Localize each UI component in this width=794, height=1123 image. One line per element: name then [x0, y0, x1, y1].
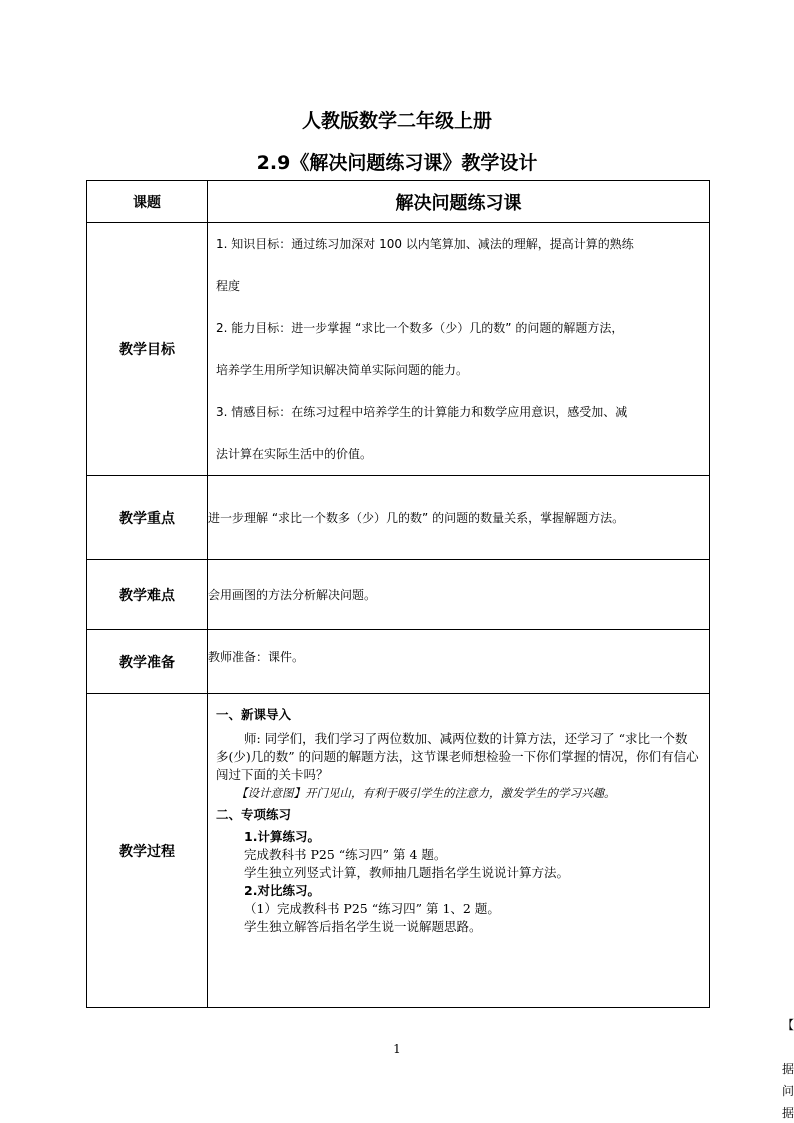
table-row-difficulty [87, 560, 710, 630]
label-prep: 教学准备 [87, 630, 208, 694]
goals-cell [208, 223, 710, 476]
paragraph: 师: 同学们，我们学习了两位数加、减两位数的计算方法，还学习了 “求比一个数 [244, 731, 688, 746]
item-line: 学生独立解答后指名学生说一说解题思路。 [244, 919, 482, 934]
table-row-prep [87, 630, 710, 694]
label-goals: 教学目标 [87, 223, 208, 476]
goal-line: 3. 情感目标：在练习过程中培养学生的计算能力和数学应用意识，感受加、减 [216, 405, 628, 419]
label-subject: 课题 [87, 181, 208, 223]
section-heading: 一、新课导入 [216, 707, 292, 722]
document-title: 人教版数学二年级上册 [301, 110, 492, 132]
item-line: （1）完成教科书 P25 “练习四” 第 1、2 题。 [244, 901, 500, 916]
goal-line: 1. 知识目标：通过练习加深对 100 以内笔算加、减法的理解，提高计算的熟练 [216, 237, 634, 251]
item-line: 学生独立列竖式计算，教师抽几题指名学生说说计算方法。 [244, 865, 570, 880]
table-row-key [87, 476, 710, 560]
label-key: 教学重点 [87, 476, 208, 560]
goal-line: 法计算在实际生活中的价值。 [216, 447, 373, 461]
goal-line: 程度 [216, 279, 241, 293]
difficulty-value: 会用画图的方法分析解决问题。 [208, 560, 710, 630]
subject-value: 解决问题练习课 [208, 181, 710, 223]
design-note: 【设计意图】开门见山，有利于吸引学生的注意力，激发学生的学习兴趣。 [236, 786, 616, 800]
edge-text-fragment: 【 [782, 1018, 794, 1032]
document-subtitle: 2.9《解决问题练习课》教学设计 [256, 152, 538, 174]
paragraph: 多(少)几的数” 的问题的解题方法，这节课老师想检验一下你们掌握的情况，你们有信心闯过下面的关卡吗？ [216, 749, 699, 782]
table-row-goals [87, 223, 710, 476]
section-heading: 二、专项练习 [216, 807, 292, 822]
item-line: 完成教科书 P25 “练习四” 第 4 题。 [244, 847, 447, 862]
process-cell [208, 694, 710, 1008]
item-heading: 1.计算练习。 [244, 829, 320, 844]
edge-text-fragment: 据 [782, 1106, 794, 1120]
page-number: 1 [393, 1042, 401, 1056]
label-difficulty: 教学难点 [87, 560, 208, 630]
key-value: 进一步理解 “求比一个数多（少）几的数” 的问题的数量关系，掌握解题方法。 [208, 476, 710, 560]
edge-text-fragment: 问 [782, 1084, 794, 1098]
table-row-process [87, 694, 710, 1008]
goal-line: 2. 能力目标：进一步掌握 “求比一个数多（少）几的数” 的问题的解题方法， [216, 321, 624, 335]
label-process: 教学过程 [87, 694, 208, 1008]
edge-text-fragment: 据 [782, 1062, 794, 1076]
goal-line: 培养学生用所学知识解决简单实际问题的能力。 [216, 363, 469, 377]
prep-value: 教师准备：课件。 [208, 630, 710, 694]
table-row-subject [87, 181, 710, 223]
item-heading: 2.对比练习。 [244, 883, 320, 898]
lesson-plan-table [86, 180, 710, 1008]
